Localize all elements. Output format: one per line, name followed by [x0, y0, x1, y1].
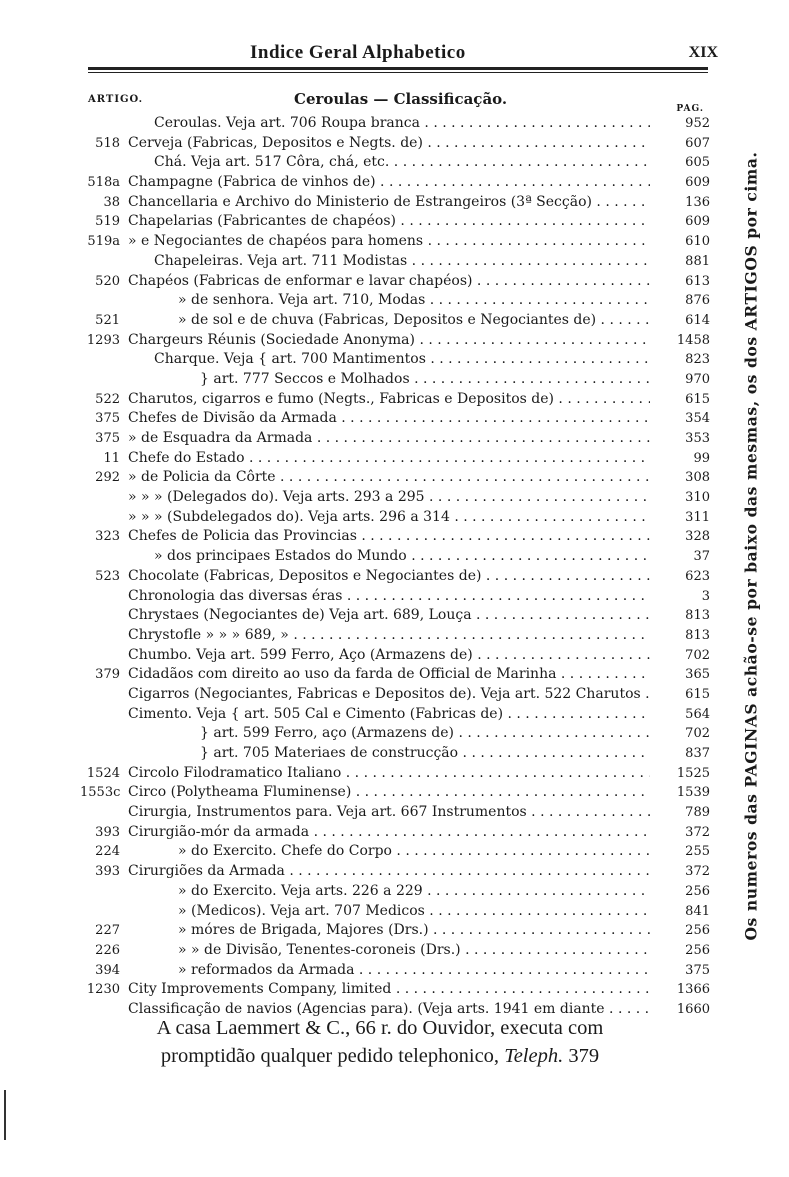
entry-text: » e Negociantes de chapéos para homens . . . — [128, 232, 650, 252]
entry-page-number: 1366 — [676, 982, 710, 998]
index-entry — [80, 429, 710, 449]
entry-text: » de Policia da Côrte . . . — [128, 468, 650, 488]
index-entry — [80, 232, 710, 252]
header-rule-thin — [88, 72, 708, 73]
entry-article-number: 518a — [87, 175, 120, 191]
entry-page-number: 623 — [685, 568, 710, 584]
page-number: XIX — [688, 44, 718, 61]
entry-text: Cimento. Veja { art. 505 Cal e Cimento (Fabricas de) . . . — [128, 705, 650, 725]
entry-page-number: 99 — [693, 450, 710, 466]
index-entry — [80, 252, 710, 272]
entry-page-number: 789 — [685, 805, 710, 821]
entry-text: Chá. Veja art. 517 Côra, chá, etc. . . . — [154, 153, 650, 173]
entry-article-number: 323 — [95, 529, 120, 545]
entry-article-number: 522 — [95, 391, 120, 407]
entry-text: } art. 777 Seccos e Molhados . . . — [200, 370, 650, 390]
entry-text: » móres de Brigada, Majores (Drs.) . . . — [178, 921, 650, 941]
entry-article-number: 1524 — [86, 765, 120, 781]
index-entry — [80, 547, 710, 567]
index-entry — [80, 114, 710, 134]
entry-text: Chapeleiras. Veja art. 711 Modistas . . . — [154, 252, 650, 272]
index-entry — [80, 921, 710, 941]
entry-page-number: 37 — [693, 549, 710, 565]
entry-page-number: 3 — [701, 588, 710, 604]
entry-article-number: 224 — [95, 844, 120, 860]
article-column-header: ARTIGO. — [88, 94, 144, 105]
entry-page-number: 881 — [685, 253, 710, 269]
entry-article-number: 375 — [95, 431, 120, 446]
entry-text: Chronologia das diversas éras . . . — [128, 587, 650, 607]
index-entry — [80, 527, 710, 547]
entry-page-number: 328 — [685, 529, 710, 545]
entry-page-number: 354 — [685, 411, 710, 427]
index-entry — [80, 193, 710, 213]
entry-text: » de sol e de chuva (Fabricas, Depositos e Negociantes de) . . . — [178, 311, 650, 331]
entry-text: Chefes de Policia das Provincias . . . — [128, 527, 650, 547]
index-entry — [80, 409, 710, 429]
footer-teleph-label: Teleph. — [504, 1045, 564, 1067]
entry-page-number: 837 — [685, 746, 710, 761]
index-entry — [80, 724, 710, 744]
entry-page-number: 136 — [685, 194, 710, 210]
index-entry — [80, 882, 710, 902]
entry-article-number: 523 — [95, 568, 120, 584]
entry-text: Chumbo. Veja art. 599 Ferro, Aço (Armazens de) . . . — [128, 646, 650, 666]
index-entry — [80, 449, 710, 469]
entry-page-number: 813 — [685, 627, 710, 643]
entry-text: Chapéos (Fabricas de enformar e lavar chapéos) . . . — [128, 272, 650, 292]
index-entry — [80, 665, 710, 685]
entry-article-number: 379 — [95, 667, 120, 683]
entry-text: » » de Divisão, Tenentes-coroneis (Drs.) . . . — [178, 941, 650, 961]
entry-text: » » » (Delegados do). Veja arts. 293 a 295 . . . — [128, 488, 650, 508]
entry-text: Cirurgião-mór da armada . . . — [128, 823, 650, 843]
index-entry — [80, 134, 710, 154]
entry-text: } art. 705 Materiaes de construcção . . . — [200, 744, 650, 764]
index-entry — [80, 350, 710, 370]
entry-text: Chefes de Divisão da Armada . . . — [128, 409, 650, 429]
entry-page-number: 702 — [685, 647, 710, 663]
index-entry — [80, 646, 710, 666]
entry-page-number: 372 — [685, 864, 710, 880]
entry-text: » » » (Subdelegados do). Veja arts. 296 a 314 . . . — [128, 508, 650, 528]
index-entry — [80, 803, 710, 823]
index-entry — [80, 291, 710, 311]
entry-text: Cerveja (Fabricas, Depositos e Negts. de) . . . — [128, 134, 650, 154]
entry-page-number: 256 — [685, 923, 710, 939]
index-entry — [80, 744, 710, 764]
entry-text: Cidadãos com direito ao uso da farda de Official de Marinha . . . — [128, 665, 650, 685]
margin-mark — [4, 1090, 6, 1140]
entry-article-number: 394 — [95, 962, 120, 978]
index-entry — [80, 272, 710, 292]
entry-article-number: 520 — [95, 273, 120, 289]
entry-article-number: 393 — [95, 824, 120, 840]
entry-article-number: 292 — [95, 470, 120, 486]
entry-article-number: 38 — [103, 194, 120, 210]
index-entry — [80, 508, 710, 528]
entry-page-number: 311 — [685, 509, 710, 525]
entry-text: City Improvements Company, limited . . . — [128, 980, 650, 1000]
entry-page-number: 952 — [685, 116, 710, 131]
index-entry — [80, 783, 710, 803]
entry-text: Circo (Polytheama Fluminense) . . . — [128, 783, 650, 803]
entry-article-number: 1553c — [80, 785, 121, 801]
entry-text: » (Medicos). Veja art. 707 Medicos . . . — [178, 902, 650, 922]
entry-article-number: 227 — [95, 923, 120, 939]
index-entry — [80, 153, 710, 173]
entry-text: » de senhora. Veja art. 710, Modas . . . — [178, 291, 650, 311]
index-entry — [80, 626, 710, 646]
entry-page-number: 1539 — [676, 785, 710, 801]
entry-text: Charque. Veja { art. 700 Mantimentos . . . — [154, 350, 650, 370]
entry-page-number: 702 — [685, 726, 710, 742]
footer-line-2 — [100, 1042, 660, 1070]
entry-text: » do Exercito. Veja arts. 226 a 229 . . . — [178, 882, 650, 902]
index-entry — [80, 862, 710, 882]
entry-page-number: 610 — [685, 234, 710, 250]
section-heading: Ceroulas — Classificação. — [294, 90, 508, 108]
entry-article-number: 519a — [87, 234, 120, 250]
index-entry — [80, 902, 710, 922]
index-entry — [80, 941, 710, 961]
entry-page-number: 609 — [685, 175, 710, 191]
entry-text: Chrystofle » » » 689, » . . . — [128, 626, 650, 646]
index-entry — [80, 705, 710, 725]
entry-text: Chancellaria e Archivo do Ministerio de Estrangeiros (3ª Secção) . . . — [128, 193, 650, 213]
index-entries — [80, 114, 710, 1020]
index-entry — [80, 173, 710, 193]
entry-text: » dos principaes Estados do Mundo . . . — [154, 547, 650, 567]
entry-page-number: 372 — [685, 824, 710, 840]
entry-page-number: 1525 — [676, 765, 710, 781]
entry-article-number: 519 — [95, 214, 120, 230]
index-entry — [80, 587, 710, 607]
entry-page-number: 365 — [685, 667, 710, 683]
entry-page-number: 613 — [685, 273, 710, 289]
entry-article-number: 226 — [95, 942, 120, 958]
entry-text: Cirurgia, Instrumentos para. Veja art. 667 Instrumentos . . . — [128, 803, 650, 823]
entry-text: Cigarros (Negociantes, Fabricas e Depositos de). Veja art. 522 Charutos . . . — [128, 685, 650, 705]
entry-text: » do Exercito. Chefe do Corpo . . . — [178, 842, 650, 862]
index-entry — [80, 390, 710, 410]
page-header — [60, 42, 730, 68]
entry-text: Chocolate (Fabricas, Depositos e Negociantes de) . . . — [128, 567, 650, 587]
entry-page-number: 353 — [685, 431, 710, 446]
entry-page-number: 841 — [685, 903, 710, 919]
entry-article-number: 518 — [95, 135, 120, 151]
footer-line-1: A casa Laemmert & C., 66 r. do Ouvidor, executa com — [156, 1017, 604, 1039]
index-entry — [80, 370, 710, 390]
entry-text: Charutos, cigarros e fumo (Negts., Fabricas e Depositos de) . . . — [128, 390, 650, 410]
index-entry — [80, 311, 710, 331]
entry-page-number: 609 — [685, 214, 710, 230]
entry-page-number: 823 — [685, 352, 710, 368]
entry-text: Ceroulas. Veja art. 706 Roupa branca . . . — [154, 114, 650, 134]
entry-page-number: 614 — [685, 312, 710, 328]
index-entry — [80, 685, 710, 705]
entry-page-number: 605 — [685, 155, 710, 171]
entry-page-number: 615 — [685, 391, 710, 407]
index-entry — [80, 331, 710, 351]
entry-text: Chrystaes (Negociantes de) Veja art. 689, Louça . . . — [128, 606, 650, 626]
side-note — [738, 86, 764, 1006]
entry-page-number: 970 — [685, 371, 710, 387]
entry-page-number: 1660 — [676, 1001, 710, 1017]
entry-page-number: 813 — [685, 608, 710, 624]
footer-phone-number: 379 — [568, 1045, 600, 1067]
column-headers — [88, 90, 708, 112]
index-entry — [80, 842, 710, 862]
advertisement-footer — [100, 1014, 660, 1070]
index-entry — [80, 980, 710, 1000]
entry-page-number: 564 — [685, 706, 710, 722]
entry-article-number: 1293 — [86, 332, 120, 348]
page-column-header: PAG. — [676, 104, 704, 114]
entry-page-number: 607 — [685, 135, 710, 151]
side-note-text: Os numeros das PAGINAS achão-se por baixo das mesmas, os dos ARTIGOS por cima. — [741, 151, 761, 941]
index-entry — [80, 764, 710, 784]
entry-page-number: 375 — [685, 962, 710, 978]
entry-page-number: 310 — [685, 490, 710, 506]
page-title: Indice Geral Alphabetico — [250, 42, 466, 63]
entry-text: Chargeurs Réunis (Sociedade Anonyma) . . . — [128, 331, 650, 351]
entry-text: Circolo Filodramatico Italiano . . . — [128, 764, 650, 784]
index-entry — [80, 961, 710, 981]
entry-text: Cirurgiões da Armada . . . — [128, 862, 650, 882]
entry-page-number: 255 — [685, 844, 710, 860]
entry-text: } art. 599 Ferro, aço (Armazens de) . . . — [200, 724, 650, 744]
entry-text: Classificação de navios (Agencias para). (Veja arts. 1941 em diante . . . — [128, 1000, 650, 1020]
entry-text: » de Esquadra da Armada . . . — [128, 429, 650, 449]
entry-article-number: 11 — [103, 450, 120, 466]
entry-article-number: 521 — [95, 312, 120, 328]
entry-page-number: 256 — [685, 883, 710, 899]
entry-page-number: 308 — [685, 470, 710, 486]
entry-article-number: 393 — [95, 864, 120, 880]
header-rule-thick — [88, 67, 708, 70]
index-entry — [80, 212, 710, 232]
entry-page-number: 1458 — [676, 332, 710, 348]
entry-text: » reformados da Armada . . . — [178, 961, 650, 981]
entry-text: Champagne (Fabrica de vinhos de) . . . — [128, 173, 650, 193]
entry-page-number: 615 — [685, 686, 710, 702]
index-entry — [80, 567, 710, 587]
entry-page-number: 876 — [685, 293, 710, 309]
index-entry — [80, 468, 710, 488]
entry-article-number: 375 — [95, 411, 120, 427]
entry-text: Chefe do Estado . . . — [128, 449, 650, 469]
index-entry — [80, 606, 710, 626]
entry-page-number: 256 — [685, 942, 710, 958]
footer-line-2-text: promptidão qualquer pedido telephonico, — [160, 1045, 500, 1067]
index-entry — [80, 823, 710, 843]
entry-text: Chapelarias (Fabricantes de chapéos) . . . — [128, 212, 650, 232]
index-entry — [80, 488, 710, 508]
entry-article-number: 1230 — [86, 982, 120, 998]
